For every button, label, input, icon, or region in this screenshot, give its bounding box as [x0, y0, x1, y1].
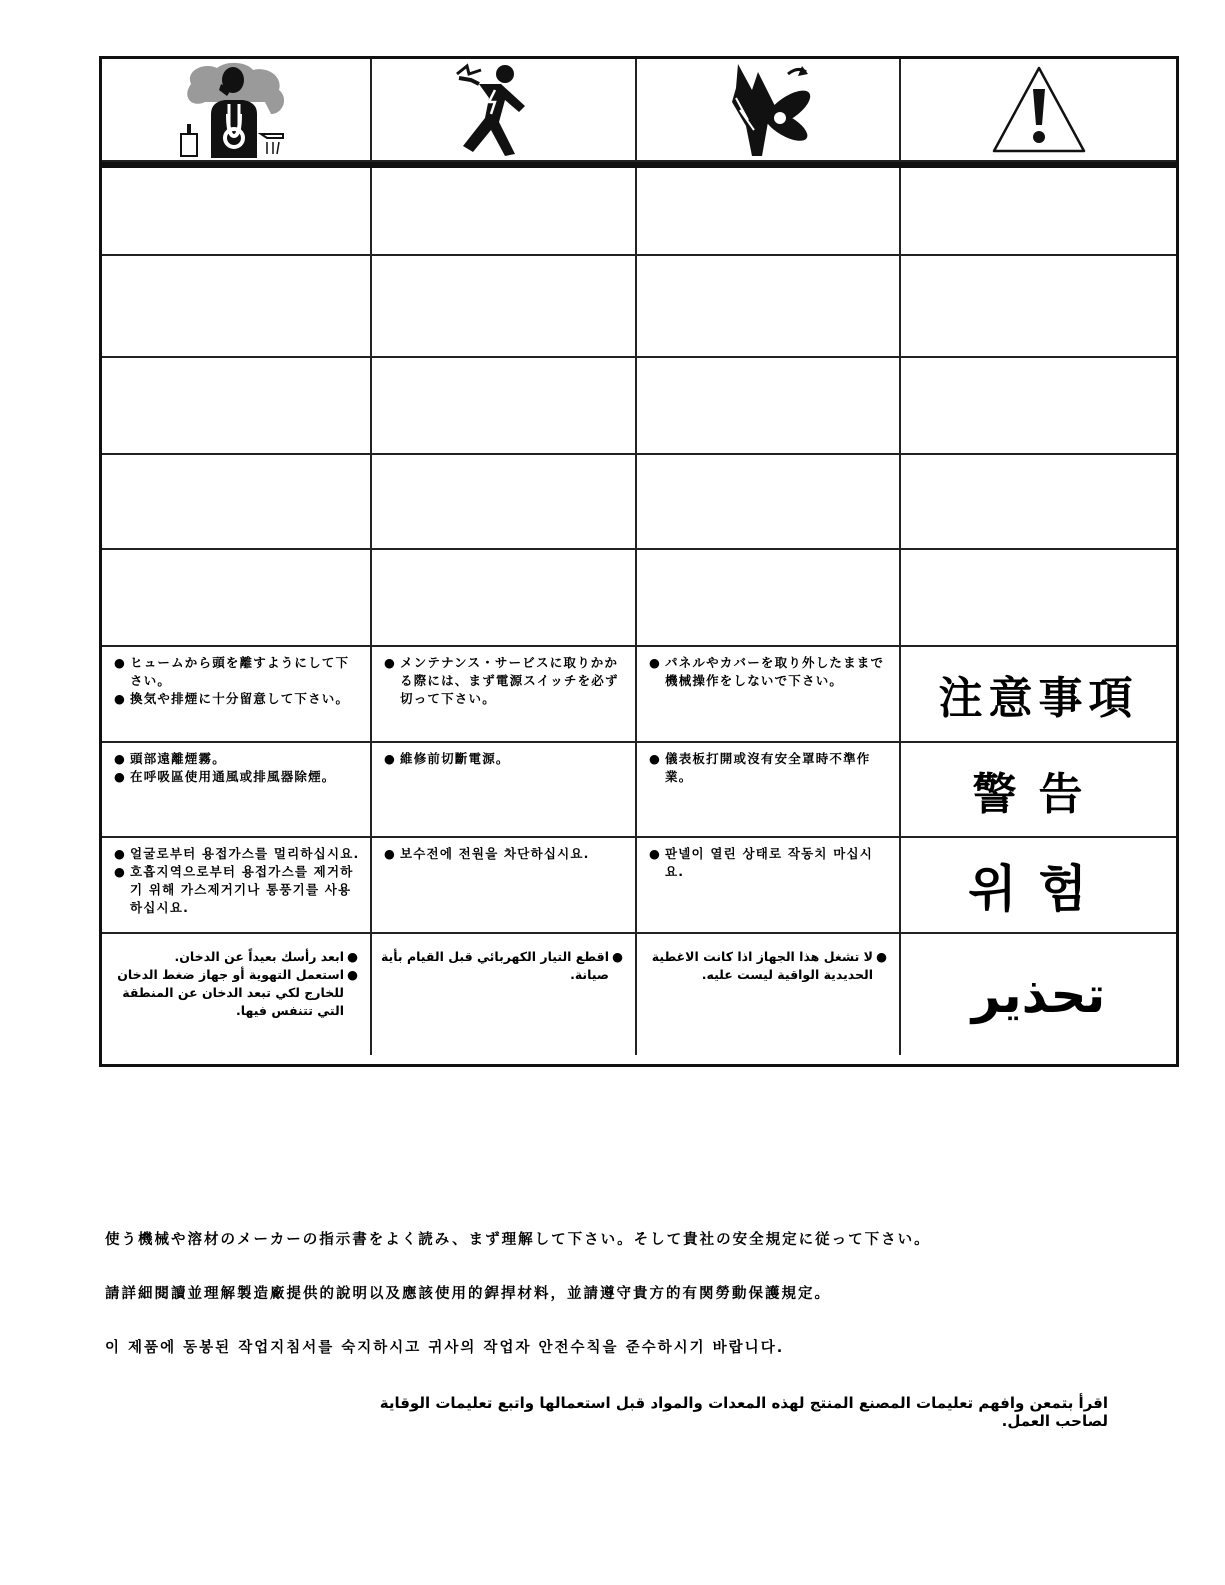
arabic-note: اقرأ بتمعن وافهم تعليمات المصنع المنتج لهذه المعدات والمواد قبل استعمالها واتبع تعليمات الوقاية لصاحب العمل. — [379, 1394, 1108, 1430]
korean-heading: 위험 — [901, 838, 1176, 934]
bullet-icon: ● — [384, 751, 397, 766]
empty-cell — [102, 358, 372, 455]
bullet-icon: ● — [114, 751, 127, 766]
chinese-fumes-cell — [102, 743, 372, 838]
bullet-icon: ● — [114, 846, 127, 861]
warning-text: 儀表板打開或沒有安全罩時不準作業。 — [665, 751, 871, 785]
empty-cell — [637, 168, 901, 256]
chinese-parts-cell — [637, 743, 901, 838]
arabic-shock-cell — [372, 934, 637, 1055]
electric-shock-icon — [449, 62, 559, 158]
chinese-note: 請詳細閱讀並理解製造廠提供的說明以及應該使用的銲捍材料，並請遵守貴方的有関勞動保護規定。 — [105, 1286, 831, 1302]
chinese-shock-cell — [372, 743, 637, 838]
empty-cell — [372, 256, 637, 358]
bullet-icon: ● — [384, 655, 397, 670]
chinese-heading: 警告 — [901, 743, 1176, 838]
bullet-icon: ● — [649, 846, 662, 861]
japanese-note: 使う機械や溶材のメーカーの指示書をよく読み、まず理解して下さい。そして貴社の安全規定に従って下さい。 — [105, 1232, 931, 1248]
empty-cell — [637, 358, 901, 455]
bullet-icon: ● — [347, 967, 358, 983]
bullet-icon: ● — [876, 949, 887, 964]
empty-cell — [901, 256, 1176, 358]
arabic-parts-cell — [637, 934, 901, 1055]
warning-text: ابعد رأسك بعيداً عن الدخان. — [174, 949, 344, 964]
warning-text: 보수전에 전원을 차단하십시요. — [400, 846, 590, 861]
warning-text: 換気や排煙に十分留意して下さい。 — [130, 691, 350, 707]
korean-shock-cell — [372, 838, 637, 934]
empty-cell — [637, 550, 901, 647]
empty-cell — [102, 168, 372, 256]
warning-text: 얼굴로부터 용접가스를 멀리하십시요. — [130, 846, 360, 861]
japanese-heading: 注意事項 — [901, 647, 1176, 743]
empty-cell — [102, 550, 372, 647]
bullet-icon: ● — [649, 751, 662, 766]
bullet-icon: ● — [649, 655, 662, 670]
arabic-heading: تحذير — [971, 965, 1106, 1024]
bullet-icon: ● — [114, 769, 127, 785]
bullet-icon: ● — [612, 949, 623, 964]
bullet-icon: ● — [347, 949, 358, 964]
warning-text: ヒュームから頭を離すようにして下さい。 — [130, 655, 350, 689]
empty-cell — [901, 358, 1176, 455]
warning-text: 호흡지역으로부터 용접가스를 제거하기 위해 가스제거기나 통풍기를 사용하십시요. — [130, 864, 354, 916]
korean-fumes-cell — [102, 838, 372, 934]
empty-cell — [102, 256, 372, 358]
warning-triangle-icon — [991, 65, 1087, 155]
warning-text: 판넬이 열린 상태로 작동치 마십시요. — [665, 846, 874, 880]
bullet-icon: ● — [114, 864, 127, 880]
korean-note: 이 제품에 동봉된 작업지침서를 숙지하시고 귀사의 작업자 안전수칙을 준수하시기 바랍니다. — [105, 1340, 785, 1356]
fumes-hazard-icon — [171, 62, 301, 158]
moving-parts-cell — [637, 59, 901, 162]
japanese-shock-cell — [372, 647, 637, 743]
empty-cell — [637, 455, 901, 550]
fumes-hazard-cell — [102, 59, 372, 162]
warning-text: パネルやカバーを取り外したままで機械操作をしないで下さい。 — [665, 655, 885, 689]
empty-cell — [637, 256, 901, 358]
warning-text: メンテナンス・サービスに取りかかる際には、まず電源スイッチを必ず切って下さい。 — [400, 655, 619, 707]
warning-triangle-cell — [901, 59, 1176, 162]
empty-cell — [901, 550, 1176, 647]
korean-parts-cell — [637, 838, 901, 934]
empty-cell — [901, 455, 1176, 550]
warning-text: لا تشغل هذا الجهاز اذا كانت الاغطية الحديدية الواقية ليست عليه. — [651, 949, 873, 983]
empty-cell — [901, 168, 1176, 256]
bullet-icon: ● — [114, 691, 127, 707]
warning-text: 維修前切斷電源。 — [400, 751, 510, 766]
empty-cell — [372, 168, 637, 256]
safety-warning-table — [99, 56, 1179, 1067]
empty-cell — [372, 550, 637, 647]
warning-text: اقطع التيار الكهربائي قبل القيام بأية صيانة. — [380, 949, 609, 983]
bullet-icon: ● — [384, 846, 397, 861]
warning-text: استعمل التهوية أو جهاز ضغط الدخان للخارج لكي تبعد الدخان عن المنطقة التي تتنفس فيها. — [117, 967, 344, 1019]
arabic-fumes-cell — [102, 934, 372, 1055]
moving-parts-icon — [718, 62, 818, 158]
japanese-parts-cell — [637, 647, 901, 743]
electric-shock-cell — [372, 59, 637, 162]
empty-cell — [102, 455, 372, 550]
warning-text: 在呼吸區使用通風或排風器除煙。 — [130, 769, 336, 785]
empty-cell — [372, 358, 637, 455]
empty-cell — [372, 455, 637, 550]
bullet-icon: ● — [114, 655, 127, 670]
japanese-fumes-cell — [102, 647, 372, 743]
warning-text: 頭部遠離煙霧。 — [130, 751, 226, 766]
